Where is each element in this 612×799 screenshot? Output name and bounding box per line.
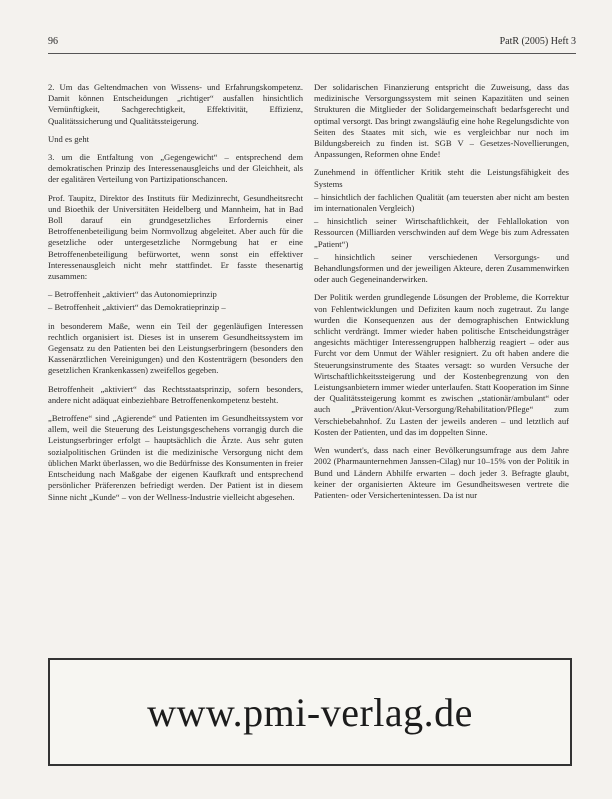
page-header [48, 36, 576, 52]
paragraph: Prof. Taupitz, Direktor des Instituts für Medizinrecht, Gesundheitsrecht und Bioethik der Universitäten Heidelberg und Mannheim, hat in Bad Boll darauf ein grundgesetzliches Erfordernis einer Betroffenenbeteiligung beim Normvollzug abgeleitet. Aber auch für die gesetzliche oder untergesetzliche Normgebung hat er eine Betroffenenbeteiligung befürwortet, wenn sonst ein effektiver Interessenausgleich nicht mehr stattfindet. Er fasste thesenartig zusammen: [48, 192, 303, 282]
left-column [48, 82, 303, 510]
right-column [314, 82, 569, 508]
paragraph: 3. um die Entfaltung von „Gegengewicht“ – entsprechend dem demokratischen Prinzip des Interessenausgleichs und der Gleichheit, als der egalitären Verteilung von Partizipationschancen. [48, 152, 303, 185]
paragraph: Betroffenheit „aktiviert“ das Rechtsstaatsprinzip, sofern besonders, andere nicht adäquat einbeziehbare Betroffenenkompetenz besteht. [48, 383, 303, 405]
list-item: – hinsichtlich seiner verschiedenen Versorgungs- und Behandlungsformen und der jeweiligen Akteure, deren Zusammenwirken oder auch Gegeneinanderwirken. [314, 251, 569, 285]
header-rule [48, 53, 576, 54]
paragraph: Zunehmend in öffentlicher Kritik steht die Leistungsfähigkeit des Systems [314, 167, 569, 189]
paragraph: „Betroffene“ sind „Agierende“ und Patienten im Gesundheitssystem vor allem, weil die Steuerung des Leistungsgeschehens vorrangig durch die Leistungserbringer erfolgt – hauptsächlich die Ärzte. Aus sehr guten sozialpolitischen Gründen ist die medizinische Versorgung nicht dem üblichen Markt überlassen, wo die Bedürfnisse des Konsumenten in freier Entscheidung nach Maßgabe der eigenen Kaufkraft und entsprechend persönlicher Präferenzen befriedigt werden. Der Patient ist in diesem Sinne nicht „Kunde“ – von der Wellness-Industrie vielleicht abgesehen. [48, 413, 303, 502]
journal-reference: PatR (2005) Heft 3 [499, 36, 576, 47]
publisher-advert [48, 658, 572, 766]
paragraph: 2. Um das Geltendmachen von Wissens- und Erfahrungskompetenz. Damit können Entscheidungen „richtiger“ ausfallen hinsichtlich Vernünftigkeit, Sachgerechtigkeit, Effektivität, Effizienz, Qualitätssicherung und Qualitätssteigerung. [48, 82, 303, 126]
paragraph: Der Politik werden grundlegende Lösungen der Probleme, die Korrektur von Fehlentwicklungen und Defiziten kaum noch zugetraut. Zu lange wurden die Konsequenzen aus der demographischen Entwicklung schlicht verdrängt. Immer wieder haben politische Entscheidungsträger angesichts mächtiger Interessengruppen halbherzig reagiert – oder aus Furcht vor dem Unmut der Wähler resigniert. Zu oft haben andere die Steuerungsinstrumente des Staates versagt: so wurden Versuche der Wirtschaftlichkeitssteigerung und der Kostenbegrenzung von den Leistungsanbietern immer wieder unterlaufen. Statt Kooperation im Sinne der Qualitätssteigerung kommt es zwischen „stationär/ambulant“ oder auch „Prävention/Akut-Versorgung/Rehabilitation/Pflege“ zum Verschiebebahnhof. Zu Lasten der jeweils anderen – und letztlich auf Kosten der Patienten, und das im doppelten Sinne. [314, 292, 569, 437]
paragraph: Wen wundert's, dass nach einer Bevölkerungsumfrage aus dem Jahre 2002 (Pharmaunternehmen Janssen-Cilag) nur 10–15% von der Politik in Bund und Ländern Abhilfe erwarten – doch jeder 3. Befragte glaubt, keiner der organisierten Akteure im Gesundheitswesen vertrete die Patienten- oder Versichertenintessen. Da ist nur [314, 445, 569, 500]
paragraph: Der solidarischen Finanzierung entspricht die Zuweisung, dass das medizinische Versorgungssystem mit seinen Kapazitäten und seinen Strukturen die Mitglieder der Solidargemeinschaft bedarfsgerecht und optimal versorgt. Das bringt zwangsläufig eine hohe Regelungsdichte von Seiten des Staates mit sich, wie es vergleichbar nur noch im Bildungsbereich zu finden ist. SGB V – Gesetzes-Novellierungen, Anpassungen, Reformen ohne Ende! [314, 82, 569, 160]
list-item: – Betroffenheit „aktiviert“ das Demokratieprinzip – [48, 302, 226, 313]
list-item: – hinsichtlich seiner Wirtschaftlichkeit, der Fehlallokation von Ressourcen (Milliarden verschwinden auf dem Wege bis zum Adressaten „Patient“) [314, 216, 569, 249]
advert-url[interactable]: www.pmi-verlag.de [147, 689, 473, 735]
paragraph: in besonderem Maße, wenn ein Teil der gegenläufigen Interessen rechtlich organisiert ist. Dieses ist in unserem Gesundheitssystem im Gegensatz zu den Patienten bei den Leistungserbringern (besonders den Kassenärztlichen Vereinigungen) und den Kostenträgern (besonders den gesetzlichen Krankenkassen) zweifellos gegeben. [48, 320, 303, 376]
page-number: 96 [48, 36, 58, 47]
list-item: – hinsichtlich der fachlichen Qualität (am teuersten aber nicht am besten im internationalen Vergleich) [314, 191, 569, 214]
list-item: – Betroffenheit „aktiviert“ das Autonomieprinzip [48, 289, 217, 300]
paragraph: Und es geht [48, 133, 90, 144]
